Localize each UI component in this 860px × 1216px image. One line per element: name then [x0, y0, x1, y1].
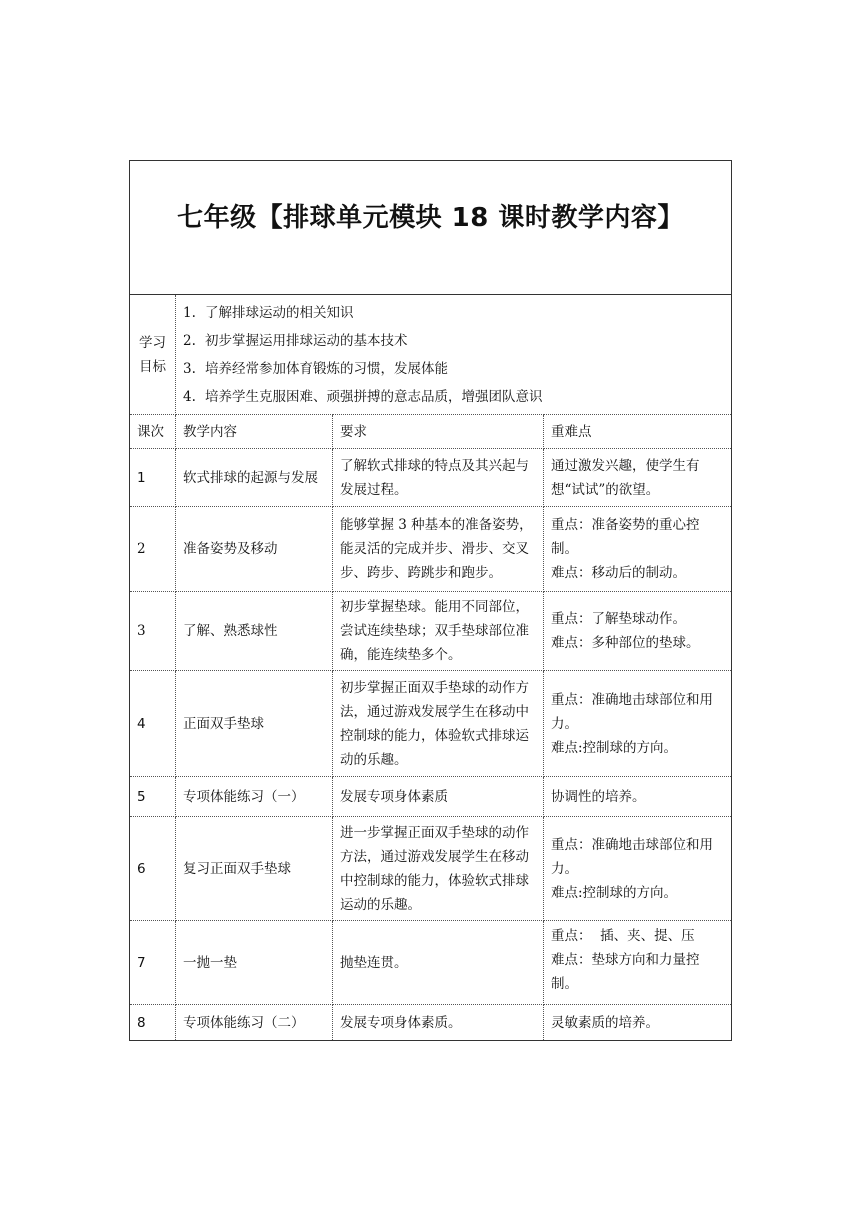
header-key-points: 重难点 [544, 415, 732, 449]
table-row [130, 671, 732, 777]
header-lesson: 课次 [130, 415, 176, 449]
lesson-number: 4 [130, 671, 176, 777]
goal-number: 3. [183, 360, 196, 377]
key-point-line: 难点:控制球的方向。 [551, 739, 678, 756]
goal-item [183, 355, 724, 383]
document-title: 七年级【排球单元模块 18 课时教学内容】 [177, 202, 684, 233]
goals-label-line2: 目标 [139, 358, 166, 375]
lesson-requirement: 初步掌握垫球。能用不同部位，尝试连续垫球；双手垫球部位准确，能连续垫多个。 [333, 592, 544, 671]
lesson-number: 2 [130, 507, 176, 592]
table-row [130, 592, 732, 671]
key-point-line: 通过激发兴趣，使学生有想“试试”的欲望。 [551, 457, 700, 498]
table-row [130, 921, 732, 1005]
lesson-content: 专项体能练习（二） [176, 1005, 333, 1041]
goals-label-line1: 学习 [139, 334, 166, 351]
lesson-requirement: 了解软式排球的特点及其兴起与发展过程。 [333, 449, 544, 507]
lesson-requirement: 发展专项身体素质。 [333, 1005, 544, 1041]
key-point-line: 难点:控制球的方向。 [551, 884, 678, 901]
lesson-key-points [544, 507, 732, 592]
key-point-line: 重点：准确地击球部位和用力。 [551, 691, 713, 732]
title-cell [130, 161, 732, 295]
key-point-line: 重点：准备姿势的重心控制。 [551, 517, 700, 557]
table-row [130, 777, 732, 817]
lesson-requirement: 能够掌握 3 种基本的准备姿势，能灵活的完成并步、滑步、交叉步、跨步、跨跳步和跑步。 [333, 507, 544, 592]
key-point-line: 重点： 插、夹、提、压 [551, 928, 695, 944]
goal-number: 1. [183, 304, 196, 321]
goals-list [176, 295, 732, 415]
lesson-number: 8 [130, 1005, 176, 1041]
goal-text: 初步掌握运用排球运动的基本技术 [205, 332, 408, 349]
lesson-key-points [544, 921, 732, 1005]
key-point-line: 重点：准确地击球部位和用力。 [551, 836, 713, 877]
lesson-key-points [544, 817, 732, 921]
lesson-number: 6 [130, 817, 176, 921]
goal-text: 了解排球运动的相关知识 [205, 304, 354, 321]
key-point-line: 难点：垫球方向和力量控制。 [551, 952, 700, 992]
key-point-line: 难点：多种部位的垫球。 [551, 635, 700, 651]
goal-text: 培养经常参加体育锻炼的习惯，发展体能 [205, 360, 448, 377]
header-content: 教学内容 [176, 415, 333, 449]
lesson-content: 复习正面双手垫球 [176, 817, 333, 921]
lesson-number: 5 [130, 777, 176, 817]
lesson-requirement: 抛垫连贯。 [333, 921, 544, 1005]
lesson-content: 了解、熟悉球性 [176, 592, 333, 671]
lesson-content: 软式排球的起源与发展 [176, 449, 333, 507]
goal-number: 4. [183, 388, 196, 405]
goals-label-cell [130, 295, 176, 415]
header-row [130, 415, 732, 449]
header-requirement: 要求 [333, 415, 544, 449]
goal-text: 培养学生克服困难、顽强拼搏的意志品质，增强团队意识 [205, 388, 543, 405]
lesson-requirement: 进一步掌握正面双手垫球的动作方法，通过游戏发展学生在移动中控制球的能力，体验软式排球运动的乐趣。 [333, 817, 544, 921]
goal-item [183, 383, 724, 411]
table-row [130, 449, 732, 507]
lesson-requirement: 发展专项身体素质 [333, 777, 544, 817]
lesson-number: 1 [130, 449, 176, 507]
lesson-key-points [544, 671, 732, 777]
lesson-content: 一抛一垫 [176, 921, 333, 1005]
key-point-line: 难点：移动后的制动。 [551, 565, 686, 581]
lesson-key-points [544, 449, 732, 507]
lesson-content: 正面双手垫球 [176, 671, 333, 777]
key-point-line: 重点：了解垫球动作。 [551, 611, 686, 627]
lesson-key-points [544, 777, 732, 817]
goal-item [183, 327, 724, 355]
lesson-requirement: 初步掌握正面双手垫球的动作方法，通过游戏发展学生在移动中控制球的能力，体验软式排球运动的乐趣。 [333, 671, 544, 777]
lesson-plan-table [129, 160, 732, 1041]
lesson-content: 专项体能练习（一） [176, 777, 333, 817]
lesson-number: 3 [130, 592, 176, 671]
table-row [130, 507, 732, 592]
table-row [130, 817, 732, 921]
lesson-number: 7 [130, 921, 176, 1005]
table-row [130, 1005, 732, 1041]
key-point-line: 灵敏素质的培养。 [551, 1014, 659, 1031]
lesson-key-points [544, 1005, 732, 1041]
lesson-key-points [544, 592, 732, 671]
goal-item [183, 299, 724, 327]
key-point-line: 协调性的培养。 [551, 788, 646, 805]
goal-number: 2. [183, 332, 196, 349]
lesson-content: 准备姿势及移动 [176, 507, 333, 592]
